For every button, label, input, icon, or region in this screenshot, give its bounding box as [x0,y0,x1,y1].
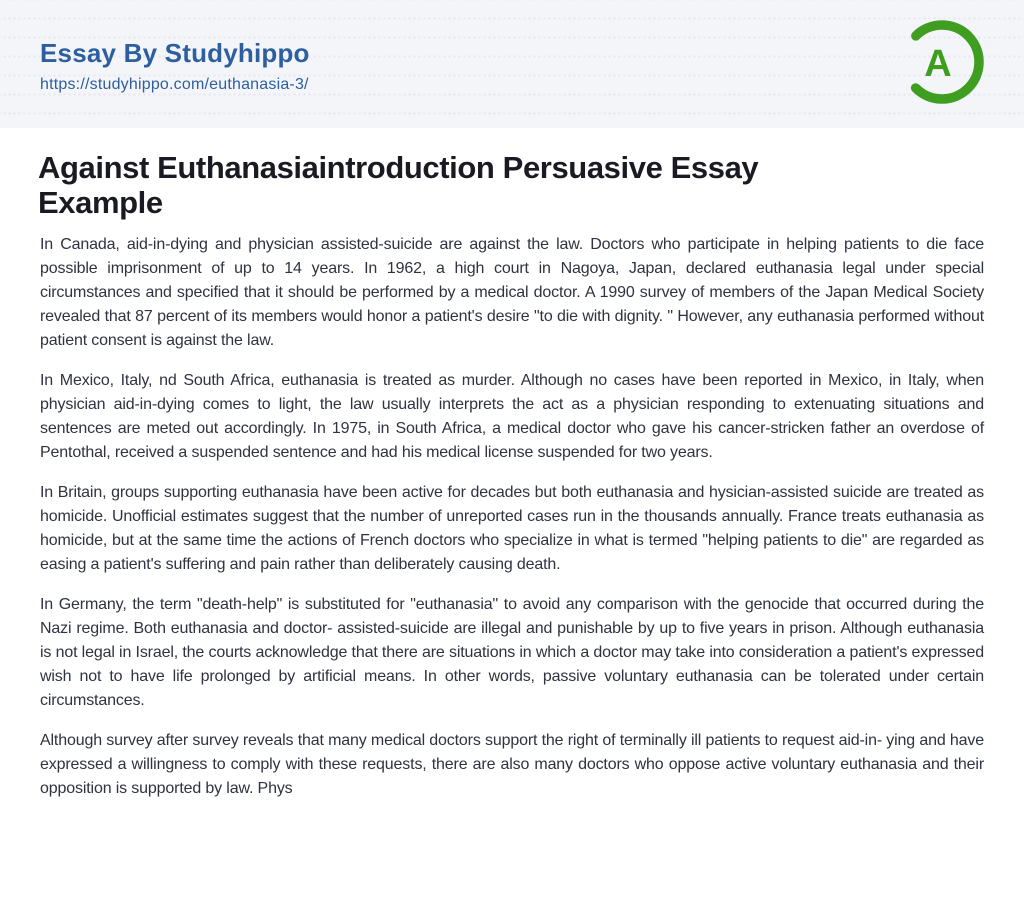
essay-title-line-2: Example [38,185,163,220]
essay-url-link[interactable]: https://studyhippo.com/euthanasia-3/ [40,76,309,93]
header-text-block [40,40,1024,94]
essay-content [0,128,1024,801]
essay-paragraph-2: In Mexico, Italy, nd South Africa, euthanasia is treated as murder. Although no cases have been reported in Mexico, in Italy, when physician aid-in-dying comes to light, the law usually interprets the act as a physician responding to extenuating situations and sentences are meted out accordingly. In 1975, in South Africa, a medical doctor who gave his cancer-stricken father an overdose of Pentothal, received a suspended sentence and had his medical license suspended for two years. [40,372,984,461]
essay-paragraph-5: Although survey after survey reveals that many medical doctors support the right of terminally ill patients to request aid-in- ying and have expressed a willingness to comply with these requests, there are also many doctors who oppose active voluntary euthanasia and their opposition is supported by law. Phys [40,732,984,797]
essay-paragraph-3: In Britain, groups supporting euthanasia have been active for decades but both euthanasia and hysician-assisted suicide are treated as homicide. Unofficial estimates suggest that the number of unreported cases run in the thousands annually. France treats euthanasia as homicide, but at the same time the actions of French doctors who specialize in what is termed "helping patients to die" are regarded as easing a patient's suffering and pain rather than deliberately causing death. [40,484,984,573]
logo-letter: A [924,43,952,85]
page-header [0,0,1024,128]
logo-a-icon [898,18,986,106]
site-title: Essay By Studyhippo [40,38,310,68]
essay-title [38,150,984,220]
essay-title-line-1: Against Euthanasiaintroduction Persuasive Essay [38,150,759,185]
essay-paragraph-1: In Canada, aid-in-dying and physician assisted-suicide are against the law. Doctors who participate in helping patients to die face possible imprisonment of up to 14 years. In 1962, a high court in Nagoya, Japan, declared euthanasia legal under special circumstances and specified that it should be performed by a medical doctor. A 1990 survey of members of the Japan Medical Society revealed that 87 percent of its members would honor a patient's desire "to die with dignity. " However, any euthanasia performed without patient consent is against the law. [40,236,984,349]
essay-paragraph-4: In Germany, the term "death-help" is substituted for "euthanasia" to avoid any comparison with the genocide that occurred during the Nazi regime. Both euthanasia and doctor- assisted-suicide are illegal and punishable by up to five years in prison. Although euthanasia is not legal in Israel, the courts acknowledge that there are situations in which a doctor may take into consideration a patient's expressed wish not to have life prolonged by artificial means. In other words, passive voluntary euthanasia can be tolerated under certain circumstances. [40,596,984,709]
studyhippo-logo [898,18,986,106]
